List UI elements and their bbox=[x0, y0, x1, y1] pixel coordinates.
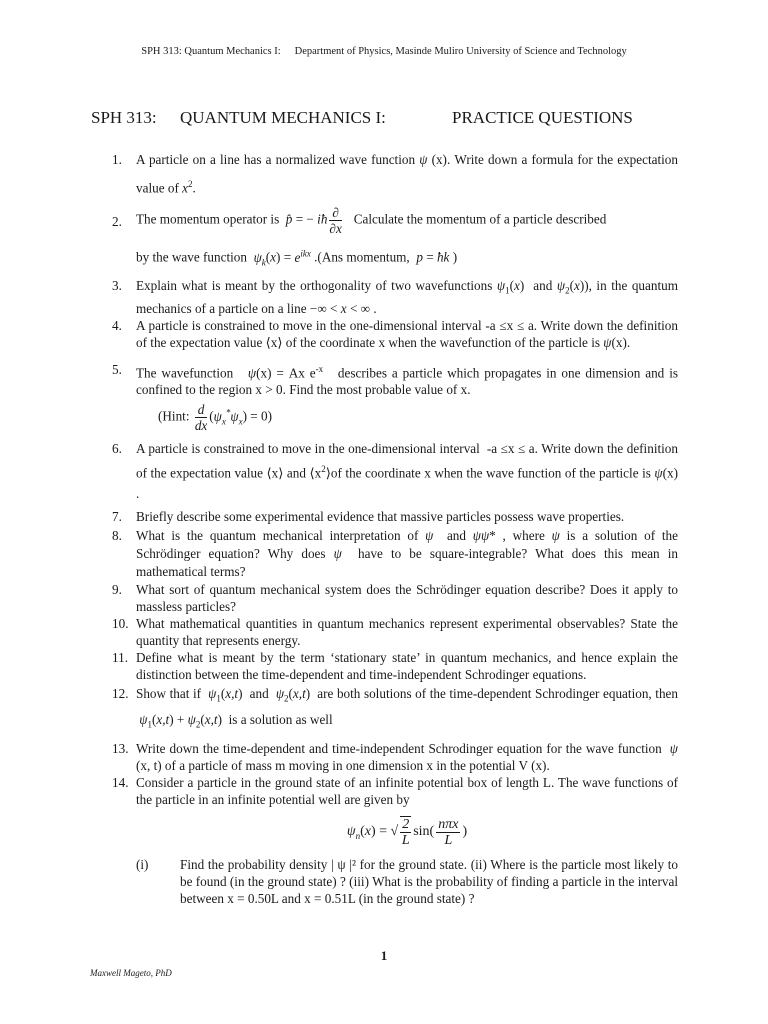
question-item bbox=[112, 649, 678, 683]
question-number: 7. bbox=[112, 508, 122, 524]
header-department: Department of Physics, Masinde Muliro University of Science and Technology bbox=[294, 46, 627, 57]
question-number: 4. bbox=[112, 318, 122, 334]
running-header bbox=[0, 46, 768, 57]
question-subpart bbox=[112, 856, 678, 907]
question-item: 12. Show that if $\psi_1(x,t)$ and $\psi_2(x,t)$ are both solutions of the time-dependent Schrodinger equation, then $\psi_1(x,t) + \psi_2(x,t)$ is a solution as well bbox=[112, 683, 678, 736]
question-item bbox=[112, 508, 678, 525]
question-item: 6. A particle is constrained to move in the one-dimensional interval -a ≤x ≤ a. Write down the definition of the expectation value ⟨x⟩ and $⟨x^2⟩of$ the coordinate x when the wave function of the particle is ψ(x) . bbox=[112, 441, 678, 501]
question-text: Define what is meant by the term ‘stationary state’ in quantum mechanics, and hence explain the distinction between the time-dependent and time-independent Schrodinger equations. bbox=[136, 649, 678, 682]
title-kind: PRACTICE QUESTIONS bbox=[452, 108, 633, 127]
question-number: 12. bbox=[112, 685, 129, 701]
question-number: 14. bbox=[112, 775, 129, 791]
footer-author: Maxwell Mageto, PhD bbox=[90, 968, 172, 978]
question-number: 9. bbox=[112, 581, 122, 597]
question-item bbox=[112, 774, 678, 907]
wavefunction-equation: $\psi_n(x)$ = √ $\frac{2}{L}$ sin( $\frac{\text{nπx}}{L}$ ) bbox=[346, 816, 468, 849]
question-text: Briefly describe some experimental evidence that massive particles possess wave properties. bbox=[136, 508, 625, 524]
question-item bbox=[112, 581, 678, 615]
question-list bbox=[112, 147, 678, 907]
question-number: 5. bbox=[112, 362, 122, 378]
question-item: 5. The wavefunction ψ(x) = Ax $e^{-x}$ describes a particle which propagates in one dimension and is confined to the region x > 0. Find the most probable value of x. (Hint: $\frac{d}{dx}$ $(\psi_x^*\psi_x) = 0$) bbox=[112, 362, 678, 434]
title-name: QUANTUM MECHANICS I: bbox=[180, 108, 386, 127]
question-item: 13. Write down the time-dependent and time-independent Schrodinger equation for the wave function ψ (x, t) of a particle of mass m moving in one dimension x in the potential V (x). bbox=[112, 741, 678, 774]
question-number: 2. bbox=[112, 214, 122, 230]
hint-label: (Hint: bbox=[158, 408, 190, 424]
subpart-text: Find the probability density | ψ |² for the ground state. (ii) Where is the particle most likely to be found (in the ground state) ? (iii) What is the probability of finding a particle in the interval between x = 0.50L and x = 0.51L (in the ground state) ? bbox=[180, 857, 678, 907]
question-text: Consider a particle in the ground state of an infinite potential box of length L. The wave functions of the particle in an infinite potential well are given by bbox=[136, 775, 678, 808]
question-number: 3. bbox=[112, 278, 122, 294]
subpart-label: (i) bbox=[136, 857, 149, 873]
page-number: 1 bbox=[380, 948, 388, 963]
question-number: 13. bbox=[112, 741, 129, 757]
question-item: 1. A particle on a line has a normalized wave function ψ (x). Write down a formula for the expectation value of $x^2$. bbox=[112, 147, 678, 200]
question-item: 2. The momentum operator is p̂ = − iħ $\frac{\partial}{\partial x}$ Calculate the momentum of a particle described by the wave function $\psi_k(x) = e^{ikx}$ .(Ans momentum, p = ħk ) bbox=[112, 205, 607, 268]
header-course: SPH 313: Quantum Mechanics I: bbox=[141, 46, 281, 57]
title-code: SPH 313: bbox=[91, 108, 157, 127]
question-text: What sort of quantum mechanical system does the Schrödinger equation describe? Does it apply to massless particles? bbox=[136, 581, 678, 614]
question-item bbox=[112, 615, 678, 649]
question-text: What mathematical quantities in quantum mechanics represent experimental observables? State the quantity that represents energy. bbox=[136, 615, 678, 648]
question-item: 3. Explain what is meant by the orthogonality of two wavefunctions $\psi_1(x)$ and $\psi_2(x)$), in the quantum mechanics of a particle on a line −∞ < x < ∞ . bbox=[112, 278, 678, 317]
question-number: 1. bbox=[112, 152, 122, 167]
question-item: 4. A particle is constrained to move in the one-dimensional interval -a ≤x ≤ a. Write down the definition of the expectation value ⟨x⟩ of the coordinate x when the wavefunction of the particle is ψ(x). bbox=[112, 318, 678, 351]
question-item: 8. What is the quantum mechanical interpretation of ψ and ψψ* , where ψ is a solution of the Schrödinger equation? Why does ψ have to be square-integrable? What does this mean in mathematical terms? bbox=[112, 527, 679, 579]
question-number: 10. bbox=[112, 615, 129, 631]
question-number: 11. bbox=[112, 649, 128, 665]
question-number: 8. bbox=[112, 527, 122, 543]
question-number: 6. bbox=[112, 441, 122, 457]
